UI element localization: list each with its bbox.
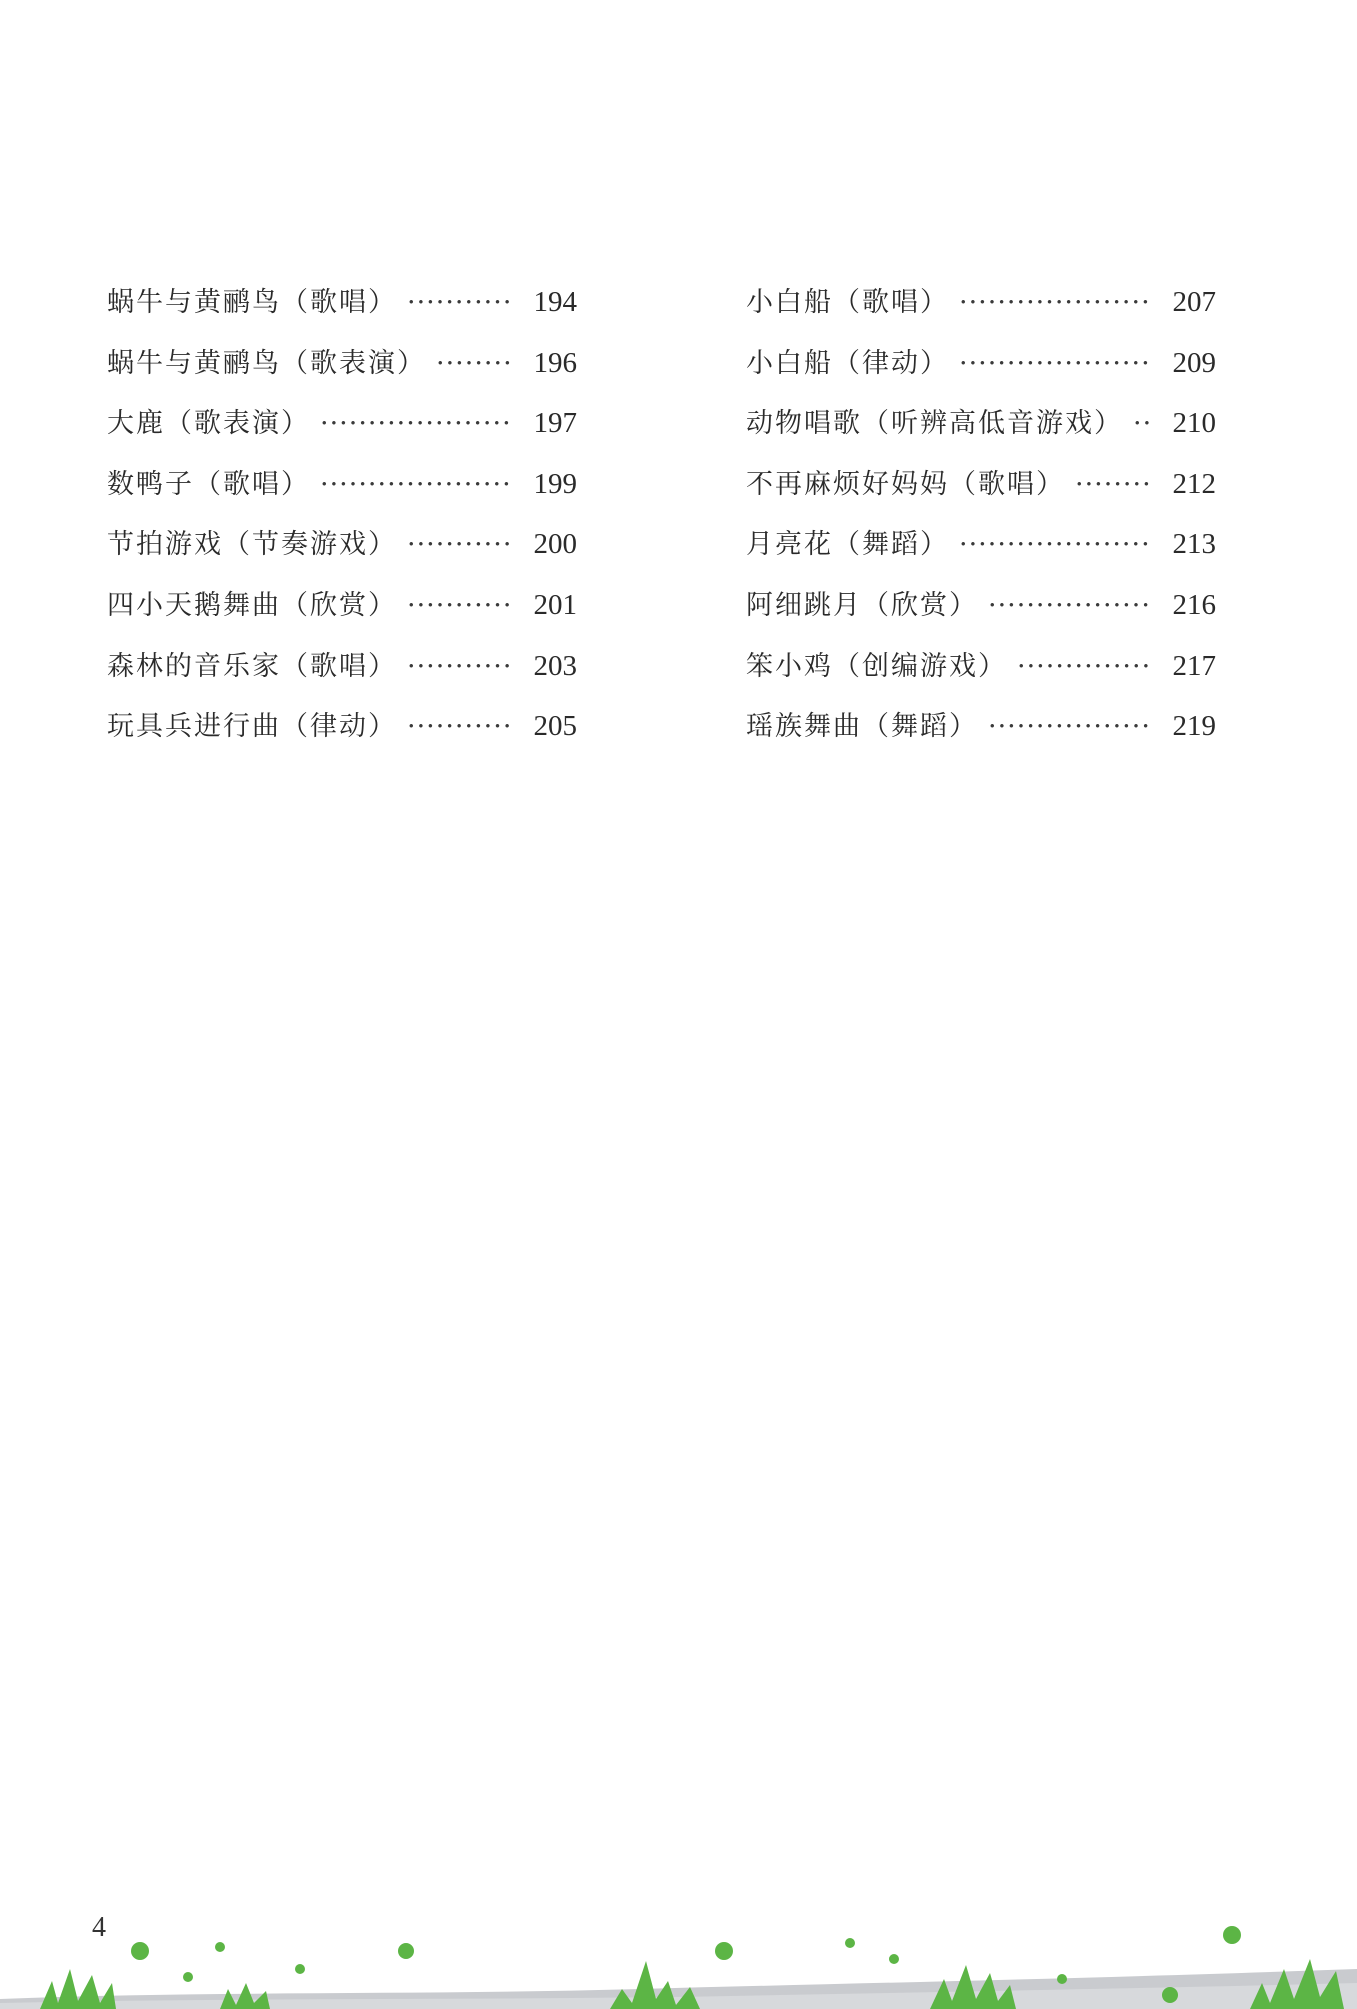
toc-entry-page: 207 (1172, 286, 1216, 318)
toc-dot-leader (320, 408, 513, 439)
toc-left-column (107, 280, 577, 765)
toc-right-column (746, 280, 1216, 765)
toc-dot-leader (959, 529, 1152, 560)
green-dot (1162, 1987, 1178, 2003)
toc-entry[interactable] (107, 704, 577, 765)
toc-entry[interactable] (107, 583, 577, 644)
green-dot (845, 1938, 855, 1948)
toc-entry-title: 月亮花（舞蹈） (746, 529, 949, 561)
toc-dot-leader (959, 348, 1152, 379)
green-dot (131, 1942, 149, 1960)
toc-entry-title: 大鹿（歌表演） (107, 408, 310, 440)
toc-entry[interactable] (107, 522, 577, 583)
toc-entry[interactable] (746, 341, 1216, 402)
toc-entry-page: 213 (1172, 528, 1216, 561)
green-dot (215, 1942, 225, 1952)
toc-entry-page: 205 (533, 710, 577, 743)
toc-entry-page: 217 (1172, 649, 1216, 682)
toc-dot-leader (1017, 651, 1152, 682)
toc-entry-page: 203 (533, 649, 577, 682)
green-dot (295, 1964, 305, 1974)
toc-entry-title: 瑶族舞曲（舞蹈） (746, 711, 978, 743)
green-dot (889, 1954, 899, 1964)
toc-entry-title: 笨小鸡（创编游戏） (746, 650, 1007, 682)
toc-entry-title: 动物唱歌（听辨高低音游戏） (746, 408, 1123, 440)
toc-entry[interactable] (746, 280, 1216, 341)
toc-entry-title: 森林的音乐家（歌唱） (107, 650, 397, 682)
toc-dot-leader (1133, 408, 1152, 439)
toc-entry[interactable] (107, 280, 577, 341)
grass-footer-decoration (0, 1899, 1357, 2009)
toc-entry[interactable] (107, 644, 577, 705)
toc-entry-title: 节拍游戏（节奏游戏） (107, 529, 397, 561)
toc-entry-page: 196 (533, 346, 577, 379)
toc-entry-title: 玩具兵进行曲（律动） (107, 711, 397, 743)
toc-entry-page: 210 (1172, 407, 1216, 440)
green-dot (183, 1972, 193, 1982)
page-number: 4 (92, 1912, 106, 1943)
toc-entry-page: 219 (1172, 710, 1216, 743)
toc-entry-title: 小白船（歌唱） (746, 287, 949, 318)
toc-entry-page: 201 (533, 588, 577, 621)
toc-dot-leader (320, 469, 513, 500)
toc-dot-leader (1075, 469, 1152, 500)
toc-entry-page: 199 (533, 467, 577, 500)
grass-icon (40, 1969, 116, 2009)
green-dot (715, 1942, 733, 1960)
toc-entry[interactable] (746, 401, 1216, 462)
toc-dot-leader (988, 711, 1152, 742)
toc-entry[interactable] (107, 462, 577, 523)
toc-dot-leader (407, 590, 513, 621)
toc-entry-page: 216 (1172, 588, 1216, 621)
toc-dot-leader (959, 287, 1152, 318)
toc-entry[interactable] (107, 341, 577, 402)
toc-entry[interactable] (746, 644, 1216, 705)
green-dot (1223, 1926, 1241, 1944)
toc-entry-title: 蜗牛与黄鹂鸟（歌唱） (107, 287, 397, 318)
toc-dot-leader (407, 711, 513, 742)
toc-entry-title: 小白船（律动） (746, 347, 949, 379)
toc-dot-leader (407, 529, 513, 560)
toc-entry-title: 数鸭子（歌唱） (107, 468, 310, 500)
toc-entry-page: 209 (1172, 346, 1216, 379)
toc-dot-leader (407, 287, 513, 318)
toc-entry-page: 200 (533, 528, 577, 561)
toc-entry-page: 194 (533, 286, 577, 318)
toc-entry[interactable] (107, 401, 577, 462)
toc-entry-page: 212 (1172, 467, 1216, 500)
toc-entry-page: 197 (533, 407, 577, 440)
toc-entry[interactable] (746, 583, 1216, 644)
green-dot (1057, 1974, 1067, 1984)
toc-entry-title: 阿细跳月（欣赏） (746, 589, 978, 621)
toc-entry[interactable] (746, 704, 1216, 765)
toc-dot-leader (436, 348, 513, 379)
toc-entry[interactable] (746, 522, 1216, 583)
green-dot (398, 1943, 414, 1959)
toc-dot-leader (988, 590, 1152, 621)
toc-entry-title: 四小天鹅舞曲（欣赏） (107, 589, 397, 621)
grass-icon (610, 1961, 700, 2009)
grass-icon (220, 1983, 270, 2009)
toc-dot-leader (407, 651, 513, 682)
toc-entry[interactable] (746, 462, 1216, 523)
toc-entry-title: 不再麻烦好妈妈（歌唱） (746, 468, 1065, 500)
toc-entry-title: 蜗牛与黄鹂鸟（歌表演） (107, 347, 426, 379)
